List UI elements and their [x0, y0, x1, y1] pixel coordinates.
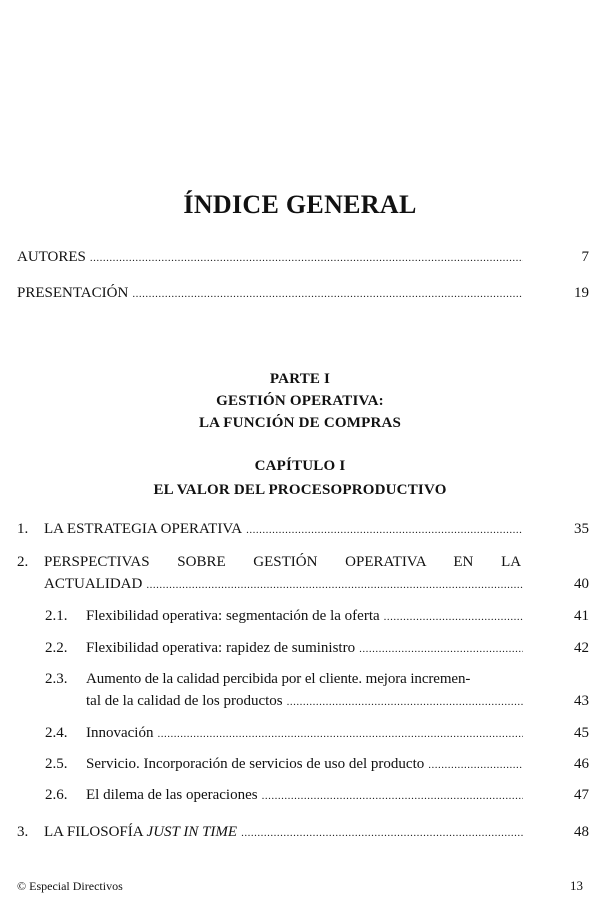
toc-subsection-2-1	[45, 607, 523, 626]
section-number: 2.4.	[45, 725, 68, 741]
toc-subsection-2-5	[45, 755, 523, 774]
section-number: 2.3.	[45, 671, 68, 687]
toc-entry-page: 19	[574, 285, 589, 301]
dot-leader	[262, 787, 523, 805]
toc-entry-autores	[17, 248, 523, 267]
dot-leader	[132, 285, 523, 303]
dot-leader	[90, 249, 523, 267]
section-page: 35	[574, 521, 589, 537]
word: EN	[453, 554, 474, 570]
section-label-prefix: LA FILOSOFÍA	[44, 824, 147, 840]
toc-subsection-2-6	[45, 786, 523, 805]
section-page: 46	[574, 756, 589, 772]
part-title-line1: GESTIÓN OPERATIVA:	[216, 393, 384, 409]
section-label: El dilema de las operaciones	[86, 787, 258, 803]
section-page: 45	[574, 725, 589, 741]
section-number: 3.	[17, 824, 29, 840]
dot-leader	[384, 608, 523, 626]
section-2-line2	[44, 575, 523, 594]
toc-entry-presentacion	[17, 284, 523, 303]
section-page: 41	[574, 608, 589, 624]
section-label: Flexibilidad operativa: rapidez de suministro	[86, 640, 356, 656]
toc-subsection-2-4	[45, 724, 523, 743]
section-page: 40	[574, 576, 589, 592]
toc-subsection-2-3-line2	[86, 692, 523, 711]
word: SOBRE	[177, 554, 226, 570]
toc-subsection-2-2	[45, 639, 523, 658]
section-page: 43	[574, 693, 589, 709]
section-number: 2.1.	[45, 608, 68, 624]
section-number: 1.	[17, 521, 29, 537]
section-label: Servicio. Incorporación de servicios de uso del producto	[86, 756, 425, 772]
section-2-line1	[44, 553, 521, 571]
part-label: PARTE I	[269, 371, 331, 387]
section-label: tal de la calidad de los productos	[86, 693, 283, 709]
section-label-italic: JUST IN TIME	[146, 824, 238, 840]
section-label: ACTUALIDAD	[44, 576, 143, 592]
footer-publisher: © Especial Directivos	[17, 879, 123, 893]
word: GESTIÓN	[253, 554, 318, 570]
dot-leader	[157, 725, 523, 743]
dot-leader	[428, 756, 523, 774]
dot-leader	[359, 640, 523, 658]
toc-entry-page: 7	[581, 249, 589, 265]
section-label: Aumento de la calidad percibida por el cliente. mejora incremen-	[86, 671, 471, 687]
section-number: 2.5.	[45, 756, 68, 772]
dot-leader	[246, 521, 523, 539]
dot-leader	[241, 824, 523, 842]
section-page: 47	[574, 787, 589, 803]
word: OPERATIVA	[345, 554, 426, 570]
dot-leader	[146, 576, 523, 594]
section-number: 2.	[17, 554, 29, 570]
chapter-title: EL VALOR DEL PROCESOPRODUCTIVO	[153, 482, 447, 498]
section-label: Innovación	[86, 725, 154, 741]
section-number: 2.6.	[45, 787, 68, 803]
section-label: Flexibilidad operativa: segmentación de la oferta	[86, 608, 380, 624]
toc-section-3	[17, 823, 523, 842]
chapter-label: CAPÍTULO I	[254, 458, 346, 474]
footer-page-number: 13	[570, 878, 583, 893]
section-label: LA ESTRATEGIA OPERATIVA	[44, 521, 243, 537]
section-number: 2.2.	[45, 640, 68, 656]
section-page: 42	[574, 640, 589, 656]
word: PERSPECTIVAS	[44, 554, 150, 570]
toc-entry-label: PRESENTACIÓN	[17, 285, 129, 301]
part-title-line2: LA FUNCIÓN DE COMPRAS	[198, 415, 402, 431]
word: LA	[501, 554, 522, 570]
section-page: 48	[574, 824, 589, 840]
dot-leader	[287, 693, 523, 711]
toc-entry-label: AUTORES	[17, 249, 86, 265]
toc-section-1	[17, 520, 523, 539]
page-title: ÍNDICE GENERAL	[183, 190, 417, 219]
